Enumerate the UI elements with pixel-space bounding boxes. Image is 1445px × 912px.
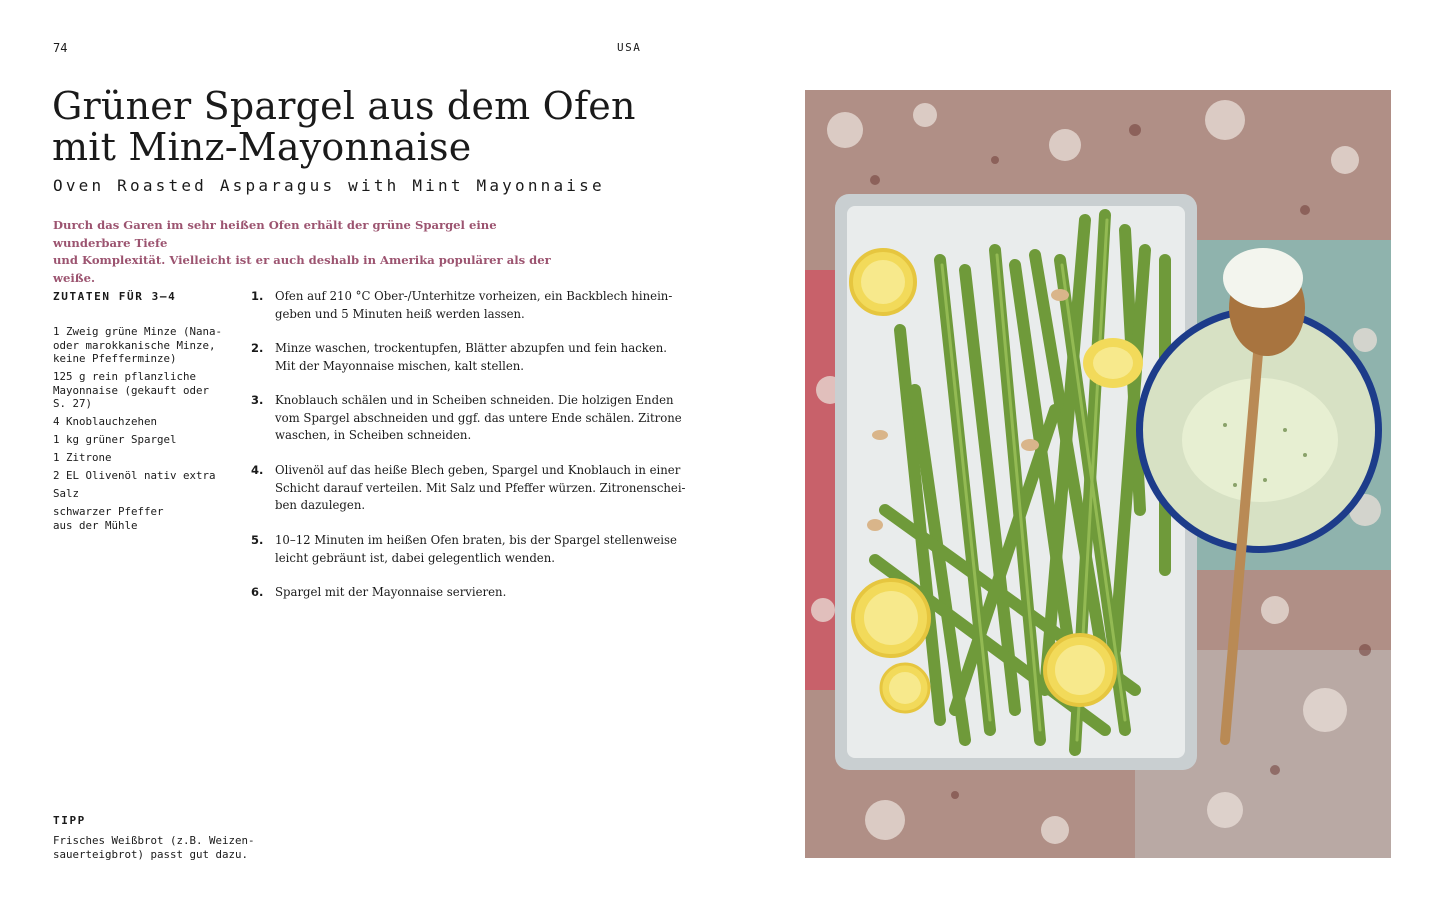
step-text-line: Ofen auf 210 °C Ober-/Unterhitze vorheizen, ein Backblech hinein- — [275, 289, 673, 303]
ingredient-item — [53, 469, 238, 483]
step-text — [275, 340, 667, 375]
ingredient-item — [53, 433, 238, 447]
tip-text-line-2: sauerteigbrot) passt gut dazu. — [53, 847, 249, 861]
ingredient-line: 1 Zitrone — [53, 451, 112, 464]
ingredient-line: 125 g rein pflanzliche — [53, 370, 197, 383]
step-text-line: Knoblauch schälen und in Scheiben schneiden. Die holzigen Enden — [275, 393, 674, 407]
page-number: 74 — [53, 41, 68, 55]
step-text-line: Olivenöl auf das heiße Blech geben, Spargel und Knoblauch in einer — [275, 463, 681, 477]
step-text-line: geben und 5 Minuten heiß werden lassen. — [275, 306, 525, 321]
recipe-subtitle: Oven Roasted Asparagus with Mint Mayonnaise — [53, 176, 605, 195]
step-text-line: ben dazulegen. — [275, 498, 366, 512]
step-text-line: 10–12 Minuten im heißen Ofen braten, bis der Spargel stellenweise — [275, 533, 677, 547]
ingredient-item — [53, 370, 238, 411]
ingredient-item — [53, 505, 238, 532]
step-text-line: Spargel mit der Mayonnaise servieren. — [275, 585, 507, 599]
mint-mayonnaise — [1182, 378, 1338, 502]
ingredient-line: S. 27) — [53, 397, 93, 410]
recipe-intro-line-1: Durch das Garen im sehr heißen Ofen erhält der grüne Spargel eine wunderbare Tiefe — [53, 218, 497, 250]
ingredient-line: 1 kg grüner Spargel — [53, 433, 177, 446]
ingredient-line: Mayonnaise (gekauft oder — [53, 383, 210, 397]
ingredients-heading: ZUTATEN FÜR 3–4 — [53, 290, 177, 303]
recipe-title-line-1: Grüner Spargel aus dem Ofen — [52, 84, 636, 128]
ingredient-item — [53, 451, 238, 465]
recipe-intro — [53, 217, 553, 287]
step-text-line: leicht gebräunt ist, dabei gelegentlich wenden. — [275, 550, 555, 565]
tip-text-line-1: Frisches Weißbrot (z.B. Weizen- — [53, 834, 255, 847]
ingredients-list — [53, 325, 238, 537]
step-text — [275, 392, 682, 445]
step-number: 6. — [251, 585, 264, 599]
ingredient-line: 4 Knoblauchzehen — [53, 415, 158, 428]
ingredient-item — [53, 487, 238, 501]
recipe-title — [52, 86, 692, 168]
spoon-mayonnaise-dollop — [1223, 248, 1303, 308]
step-text-line: Schicht darauf verteilen. Mit Salz und Pfeffer würzen. Zitronenschei- — [275, 480, 686, 495]
step-text — [275, 532, 677, 567]
step-text — [275, 288, 673, 323]
step-number: 5. — [251, 533, 264, 547]
asparagus-photo-illustration — [805, 90, 1391, 858]
recipe-intro-line-2: und Komplexität. Vielleicht ist er auch deshalb in Amerika populärer als der weiße. — [53, 253, 551, 285]
ingredient-line: keine Pfefferminze) — [53, 352, 177, 365]
step-text-line: vom Spargel abschneiden und ggf. das untere Ende schälen. Zitrone — [275, 410, 682, 425]
step-text — [275, 462, 686, 515]
step-number: 3. — [251, 393, 264, 407]
ingredient-line: 2 EL Olivenöl nativ extra — [53, 469, 216, 482]
running-head: USA — [617, 41, 642, 54]
step-text-line: Minze waschen, trockentupfen, Blätter abzupfen und fein hacken. — [275, 341, 667, 355]
ingredient-line: aus der Mühle — [53, 518, 138, 532]
ingredient-item — [53, 415, 238, 429]
ingredient-line: schwarzer Pfeffer — [53, 505, 164, 518]
step-number: 2. — [251, 341, 264, 355]
recipe-title-line-2: mit Minz-Mayonnaise — [52, 125, 472, 169]
step-number: 4. — [251, 463, 264, 477]
tip-heading: TIPP — [53, 814, 86, 827]
step-text — [275, 584, 641, 602]
ingredient-line: oder marokkanische Minze, — [53, 338, 216, 352]
step-number: 1. — [251, 289, 264, 303]
recipe-photo — [805, 90, 1391, 858]
ingredient-line: Salz — [53, 487, 80, 500]
ingredient-line: 1 Zweig grüne Minze (Nana- — [53, 325, 223, 338]
step-text-line: Mit der Mayonnaise mischen, kalt stellen. — [275, 358, 524, 373]
tip-text — [53, 834, 255, 861]
ingredient-item — [53, 325, 238, 366]
step-text-line: waschen, in Scheiben schneiden. — [275, 428, 472, 442]
